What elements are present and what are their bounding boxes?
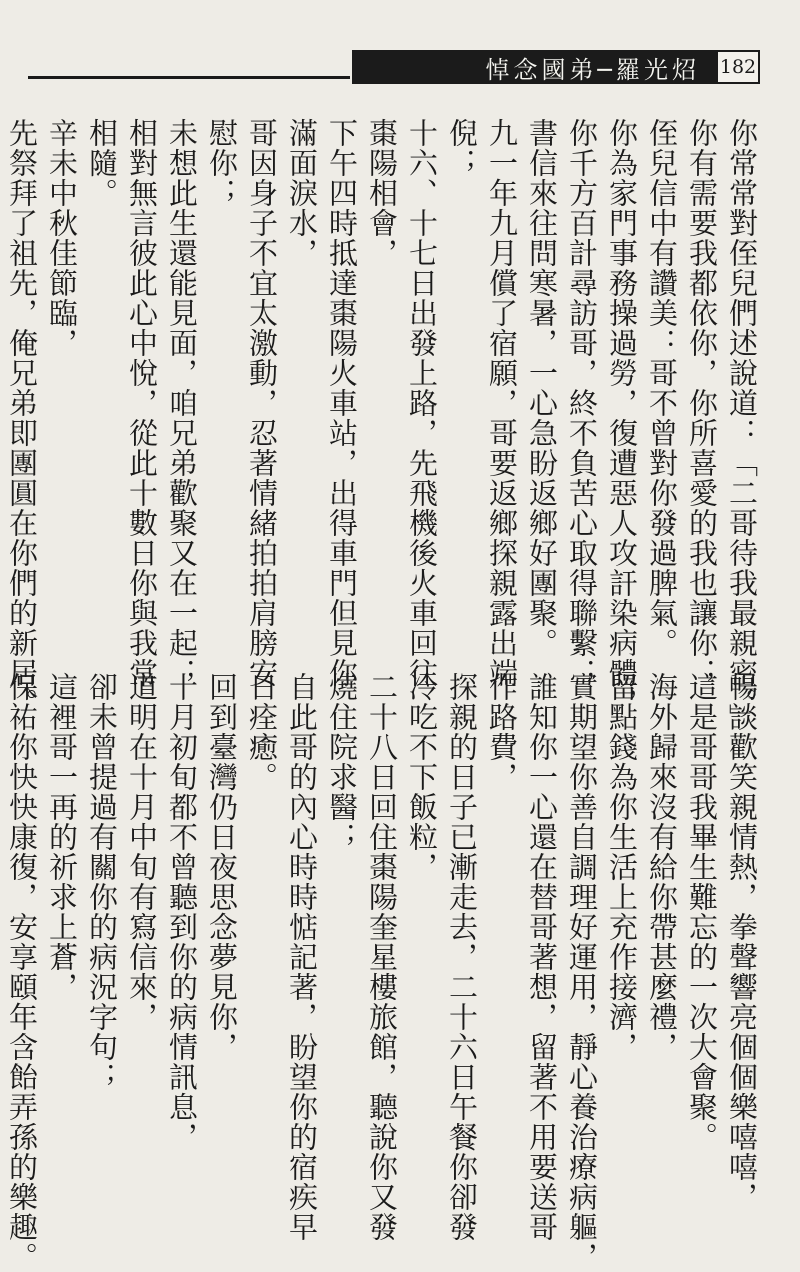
poem-line: 二十八日回住棗陽奎星樓旅館，聽說你又發 — [365, 672, 399, 1242]
poem-line: 九一年九月償了宿願，哥要返鄉探親露出端 — [485, 118, 519, 688]
poem-line: 回到臺灣仍日夜思念夢見你， — [205, 672, 239, 1062]
poem-line: 你常常對侄兒們述說道：「二哥待我最親密。」 — [725, 118, 759, 734]
poem-line: 倪； — [445, 118, 479, 178]
poem-line: 燒住院求醫； — [325, 672, 359, 852]
poem-line: 這裡哥一再的祈求上蒼， — [45, 672, 79, 1002]
poem-line: 侄兒信中有讚美：哥不曾對你發過脾氣。 — [645, 118, 679, 658]
poem-line — [0, 672, 2, 1192]
poem-line: 誰知你一心還在替哥著想，留著不用要送哥 — [525, 672, 559, 1242]
poem-line: 留點錢為你生活上充作接濟， — [605, 672, 639, 1062]
poem-line: 海外歸來沒有給你帶甚麼禮， — [645, 672, 679, 1062]
poem-line: 先祭拜了祖先，俺兄弟即團圓在你們的新居。 — [5, 118, 39, 718]
poem-line: 辛未中秋佳節臨， — [45, 118, 79, 358]
poem-line: 慰你； — [205, 118, 239, 208]
poem-line: 你有需要我都依你，你所喜愛的我也讓你； — [685, 118, 719, 688]
poem-line: 相對無言彼此心中悅，從此十數日你與我常 — [125, 118, 159, 688]
poem-line: 滿面淚水， — [285, 118, 319, 268]
poem-lower-block — [0, 672, 762, 1272]
poem-line: 你千方百計尋訪哥，終不負苦心取得聯繫； — [565, 118, 599, 688]
poem-line: 探親的日子已漸走去，二十六日午餐你卻發 — [445, 672, 479, 1242]
poem-line: 棗陽相會， — [365, 118, 399, 268]
poem-line: 相隨。 — [85, 118, 119, 208]
poem-line: 實期望你善自調理好運用，靜心養治療病軀， — [565, 672, 599, 1272]
poem-line: 十六、十七日出發上路，先飛機後火車回往 — [405, 118, 439, 688]
poem-line: 冷吃不下飯粒， — [405, 672, 439, 882]
poem-line: 自此哥的內心時時惦記著，盼望你的宿疾早 — [285, 672, 319, 1242]
poem-line: 十月初旬都不曾聽到你的病情訊息， — [165, 672, 199, 1152]
poem-line: 這是哥哥我畢生難忘的一次大會聚。 — [685, 672, 719, 1152]
poem-line: 哥因身子不宜太激動，忍著情緒拍拍肩膀安 — [245, 118, 279, 688]
poem-line: 道明在十月中旬有寫信來， — [125, 672, 159, 1032]
poem-line: 未想此生還能見面，咱兄弟歡聚又在一起； — [165, 118, 199, 688]
poem-line: 書信來往問寒暑，一心急盼返鄉好團聚。 — [525, 118, 559, 658]
poem-line: 保祐你快快康復，安享頤年含飴弄孫的樂趣。 — [5, 672, 39, 1272]
header-rule — [28, 76, 350, 79]
poem-line: 日痊癒。 — [245, 672, 279, 792]
poem-line: 暢談歡笑親情熱，拳聲響亮個個樂嘻嘻， — [725, 672, 759, 1212]
page-number: 182 — [716, 50, 760, 84]
poem-line: 卻未曾提過有關你的病況字句； — [85, 672, 119, 1092]
poem-line: 作路費， — [485, 672, 519, 792]
chapter-title-banner — [352, 50, 716, 84]
poem-line: 下午四時抵達棗陽火車站，出得車門但見你 — [325, 118, 359, 688]
poem-line: 你為家門事務操過勞，復遭惡人攻訐染病體， — [605, 118, 639, 718]
chapter-title: 悼念國弟─羅光炤 — [485, 55, 700, 84]
